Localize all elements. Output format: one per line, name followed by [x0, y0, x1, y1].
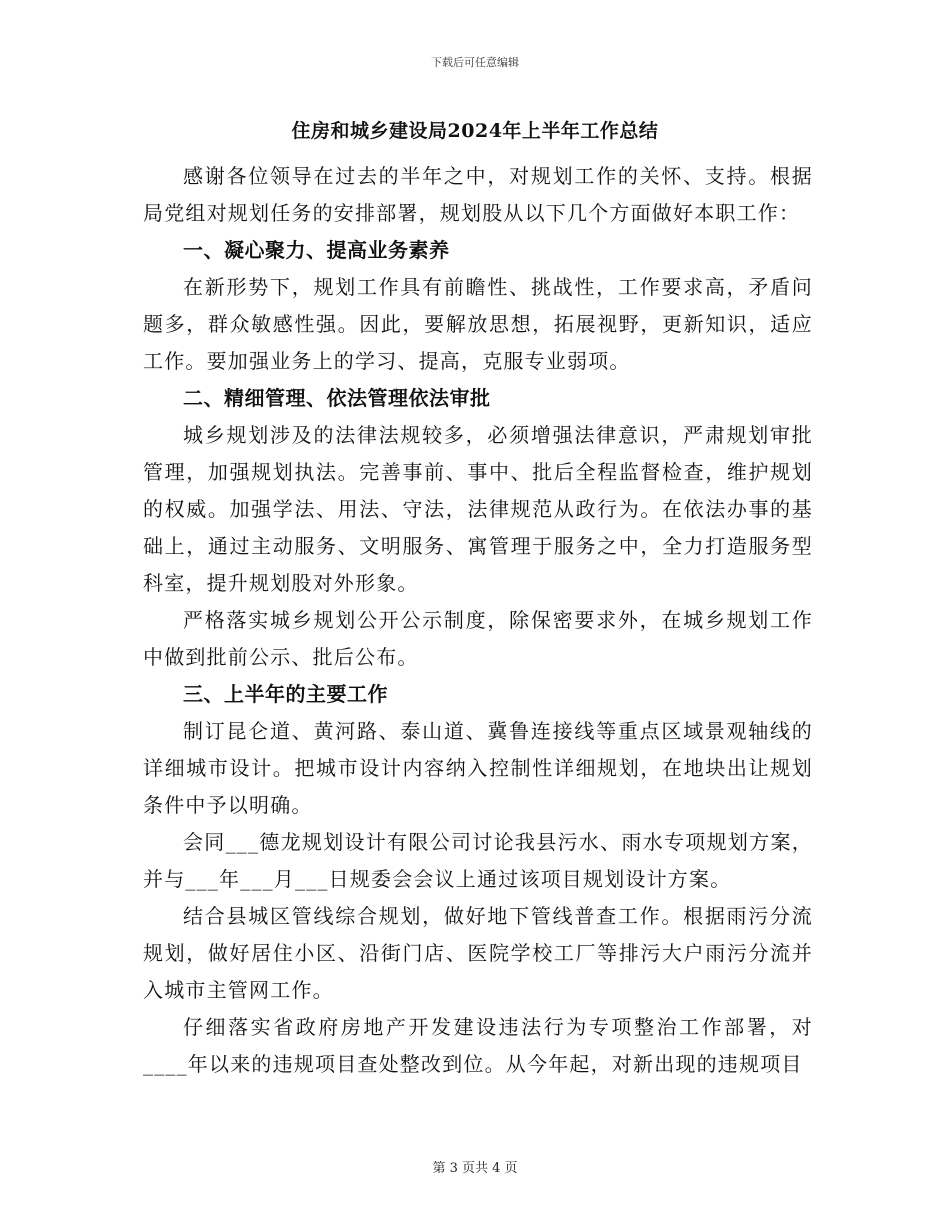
section-heading-3: 三、上半年的主要工作 [183, 682, 388, 706]
paragraph-section-2a: 城乡规划涉及的法律法规较多，必须增强法律意识，严肃规划审批管理，加强规划执法。完善事前、事中、批后全程监督检查，维护规划的权威。加强学法、用法、守法，法律规范从政行为。在依法办事的基础上，通过主动服务、文明服务、寓管理于服务之中，全力打造服务型科室，提升规划股对外形象。 [143, 423, 813, 595]
paragraph-section-3b: 会同___德龙规划设计有限公司讨论我县污水、雨水专项规划方案，并与___年___月___日规委会会议上通过该项目规划设计方案。 [143, 830, 813, 891]
section-heading-1: 一、凝心聚力、提高业务素养 [183, 238, 450, 262]
page-number-footer: 第 3 页共 4 页 [432, 1161, 518, 1176]
paragraph-section-3c: 结合县城区管线综合规划，做好地下管线普查工作。根据雨污分流规划，做好居住小区、沿街门店、医院学校工厂等排污大户雨污分流并入城市主管网工作。 [143, 904, 813, 1002]
header-note: 下载后可任意编辑 [431, 56, 519, 69]
paragraph-section-3a: 制订昆仑道、黄河路、泰山道、冀鲁连接线等重点区域景观轴线的详细城市设计。把城市设计内容纳入控制性详细规划，在地块出让规划条件中予以明确。 [143, 719, 813, 817]
document-body [143, 158, 813, 1083]
paragraph-section-1: 在新形势下，规划工作具有前瞻性、挑战性，工作要求高，矛盾问题多，群众敏感性强。因此，要解放思想，拓展视野，更新知识，适应工作。要加强业务上的学习、提高，克服专业弱项。 [143, 275, 813, 373]
section-heading-2: 二、精细管理、依法管理依法审批 [183, 386, 491, 410]
paragraph-section-2b: 严格落实城乡规划公开公示制度，除保密要求外，在城乡规划工作中做到批前公示、批后公布。 [143, 608, 813, 669]
paragraph-section-3d: 仔细落实省政府房地产开发建设违法行为专项整治工作部署，对____年以来的违规项目查处整改到位。从今年起，对新出现的违规项目 [143, 1015, 813, 1076]
document-title: 住房和城乡建设局2024年上半年工作总结 [291, 120, 659, 142]
paragraph-intro: 感谢各位领导在过去的半年之中，对规划工作的关怀、支持。根据局党组对规划任务的安排部署，规划股从以下几个方面做好本职工作： [143, 164, 813, 225]
